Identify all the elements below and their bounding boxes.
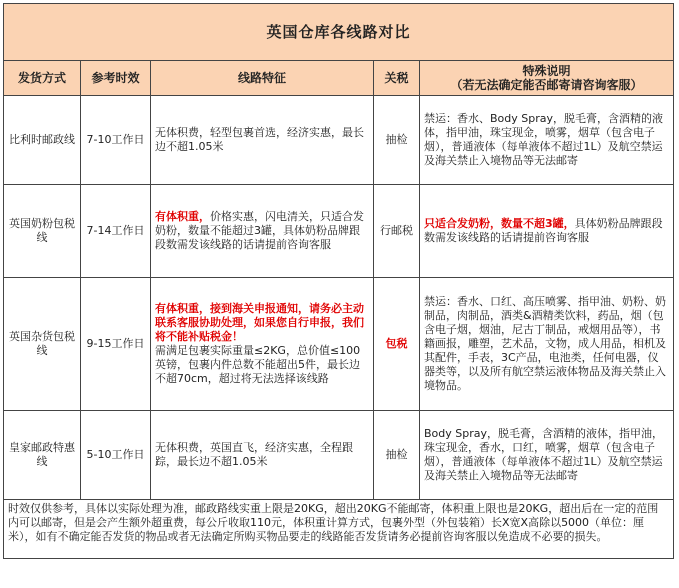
table-row [4, 185, 674, 278]
header-notes [420, 61, 674, 96]
route-features [151, 185, 374, 278]
route-features [151, 278, 374, 411]
route-tax: 抽检 [374, 96, 420, 185]
route-name: 比利时邮政线 [4, 96, 81, 185]
route-notes [420, 96, 674, 185]
route-features [151, 411, 374, 500]
route-time: 5-10工作日 [81, 411, 151, 500]
route-features-highlight: 有体积重， [155, 210, 210, 223]
route-tax: 行邮税 [374, 185, 420, 278]
footer-note: 时效仅供参考，具体以实际处理为准，邮政路线实重上限是20KG，超出20KG不能邮寄，体积重上限也是20KG，超出后在一定的范围内可以邮寄，但是会产生额外超重费，每公斤收取110元，体积重计算方式，包裹外型（外包装箱）长X宽X高除以5000（单位：厘米），如有不确定能否发货的物品或者无法确定所购买物品要走的线路能否发货请务必提前咨询客服以免造成不必要的损失。 [4, 500, 674, 559]
route-features-text: 无体积费，英国直飞，经济实惠，全程跟踪，最长边不超1.05米 [155, 441, 353, 468]
route-name: 英国奶粉包税线 [4, 185, 81, 278]
page-title: 英国仓库各线路对比 [4, 4, 674, 61]
route-notes-text: 禁运：香水、口红、高压喷雾、指甲油、奶粉、奶制品，肉制品，酒类&酒精类饮料，药品，烟（包含电子烟，烟油，尼古丁制品，戒烟用品等），书籍画报，雕塑，艺术品，文物，成人用品，相机及其配件，手表，3C产品，电池类，任何电器，仪器类等，以及所有航空禁运液体物品及海关禁止入境物品。 [424, 295, 666, 392]
route-features [151, 96, 374, 185]
route-notes [420, 185, 674, 278]
route-notes-highlight: 只适合发奶粉，数量不超3罐， [424, 217, 575, 230]
route-features-text: 需满足包裹实际重量≤2KG，总价值≤100英镑，包裹内件总数不能超出5件，最长边不超70cm，超过将无法选择该线路 [155, 344, 361, 385]
comparison-sheet [3, 3, 673, 559]
route-tax: 抽检 [374, 411, 420, 500]
table-row [4, 278, 674, 411]
route-tax: 包税 [374, 278, 420, 411]
route-notes-text: Body Spray，脱毛膏，含酒精的液体，指甲油，珠宝现金，香水，口红，喷雾，烟草（包含电子烟），普通液体（每单液体不超过1L）及航空禁运及海关禁止入境物品等无法邮寄 [424, 427, 664, 482]
route-notes [420, 411, 674, 500]
route-time: 7-14工作日 [81, 185, 151, 278]
table-row [4, 96, 674, 185]
route-features-text: 价格实惠，闪电清关，只适合发奶粉，数量不能超过3罐，具体奶粉品牌跟段数需发该线路的话请提前咨询客服 [155, 210, 364, 251]
route-features-highlight: 有体积重，接到海关申报通知，请务必主动联系客服协助处理，如果您自行申报，我们将不能补贴税金！ [155, 302, 364, 343]
route-notes [420, 278, 674, 411]
route-features-text: 无体积费，轻型包裹首选，经济实惠，最长边不超1.05米 [155, 126, 364, 153]
route-time: 7-10工作日 [81, 96, 151, 185]
header-time: 参考时效 [81, 61, 151, 96]
table-row [4, 411, 674, 500]
route-comparison-table [3, 3, 674, 559]
header-tax: 关税 [374, 61, 420, 96]
route-notes-text: 禁运：香水、Body Spray，脱毛膏，含酒精的液体，指甲油，珠宝现金，喷雾，烟草（包含电子烟），普通液体（每单液体不超过1L）及航空禁运及海关禁止入境物品等无法邮寄 [424, 112, 664, 167]
header-notes-subtitle: （若无法确定能否邮寄请咨询客服） [450, 78, 643, 92]
title-row [4, 4, 674, 61]
header-row [4, 61, 674, 96]
route-name: 英国杂货包税线 [4, 278, 81, 411]
route-name: 皇家邮政特惠线 [4, 411, 81, 500]
footer-row [4, 500, 674, 559]
route-time: 9-15工作日 [81, 278, 151, 411]
header-method: 发货方式 [4, 61, 81, 96]
header-notes-title: 特殊说明 [522, 64, 571, 78]
header-features: 线路特征 [151, 61, 374, 96]
route-notes-text: 具体奶粉品牌跟段数需发该线路的话请提前咨询客服 [424, 217, 663, 244]
